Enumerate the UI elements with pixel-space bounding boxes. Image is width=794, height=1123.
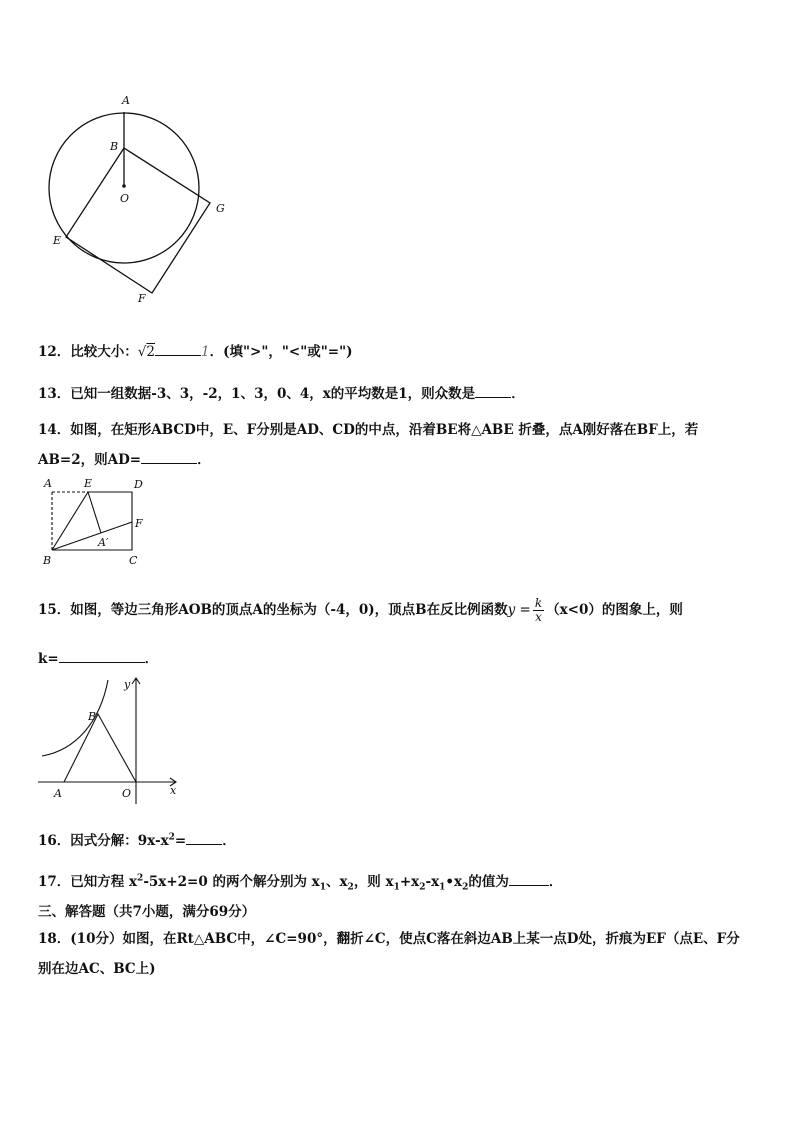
label-B: B [43,554,52,567]
label-E: E [84,477,93,490]
question-18-line2: 别在边AC、BC上) [38,961,156,977]
sqrt-arg: 2 [146,344,155,360]
circle-square-figure [38,90,238,305]
section-heading-3: 三、解答题（共7小题，满分69分） [38,904,256,920]
answer-blank-17[interactable] [509,873,549,886]
answer-blank-16[interactable] [186,832,222,845]
answer-blank-12[interactable] [155,343,201,356]
label-A: A [44,477,52,490]
question-12: 12．比较大小：√2 1．(填">"，"<"或"=") [38,344,353,360]
function-y: y = [507,602,531,618]
point-O [122,184,126,188]
rect-EDCB [52,492,132,550]
label-x: x [170,784,177,797]
segment-BE [52,492,88,550]
answer-blank-13[interactable] [475,385,511,398]
label-A: A [54,787,62,800]
label-O: O [122,787,132,800]
label-B: B [88,710,97,723]
label-D: D [134,478,143,491]
label-F: F [138,292,146,305]
label-G: G [216,202,225,215]
question-14-line2: AB=2，则AD= ． [38,452,211,468]
sqrt-sign: √ [137,344,147,360]
label-F: F [135,517,143,530]
label-C: C [129,554,138,567]
question-15: 15．如图，等边三角形AOB的顶点A的坐标为（-4，0)，顶点B在反比例函数y = $\frac{k}{x}$ （x<0）的图象上，则 [38,596,683,624]
question-16: 16．因式分解：$9x-x^2=$ ． [38,832,236,849]
question-13: 13．已知一组数据-3、3，-2，1、3，0、4，x的平均数是1，则众数是 ． [38,386,525,402]
question-14-line1: 14．如图，在矩形ABCD中，E、F分别是AD、CD的中点，沿着BE将△ABE 折叠，点A刚好落在BF上，若 [38,422,699,438]
label-y: y [124,678,131,691]
segment-BF [52,522,132,550]
answer-blank-15[interactable] [59,650,145,663]
hyperbola-triangle-figure [36,672,186,808]
label-B: B [110,140,119,153]
rectangle-figure [38,472,158,570]
question-18-line1: 18．(10分）如图，在Rt△ABC中，∠C=90°，翻折∠C，使点C落在斜边AB上某一点D处，折痕为EF（点E、F分 [38,931,740,947]
segment-EA1 [88,492,101,533]
square-BGFE [66,148,210,293]
hyperbola-curve [42,680,108,756]
label-O: O [120,192,130,205]
triangle-AOB [64,714,136,782]
question-15-line2: k= ． [38,651,159,667]
rhs-value: 1 [201,344,210,360]
fraction-k-over-x: $\frac{k}{x}$ [534,596,543,624]
label-A: A [122,94,130,107]
label-A-prime: A′ [98,536,109,549]
question-17: 17．已知方程 $x^2-5x+2=0$ 的两个解分别为 $x_1$、$x_2$，则 $x_1+x_2-x_1•x_2$的值为 ． [38,873,563,893]
answer-blank-14[interactable] [141,451,197,464]
label-E: E [53,234,62,247]
